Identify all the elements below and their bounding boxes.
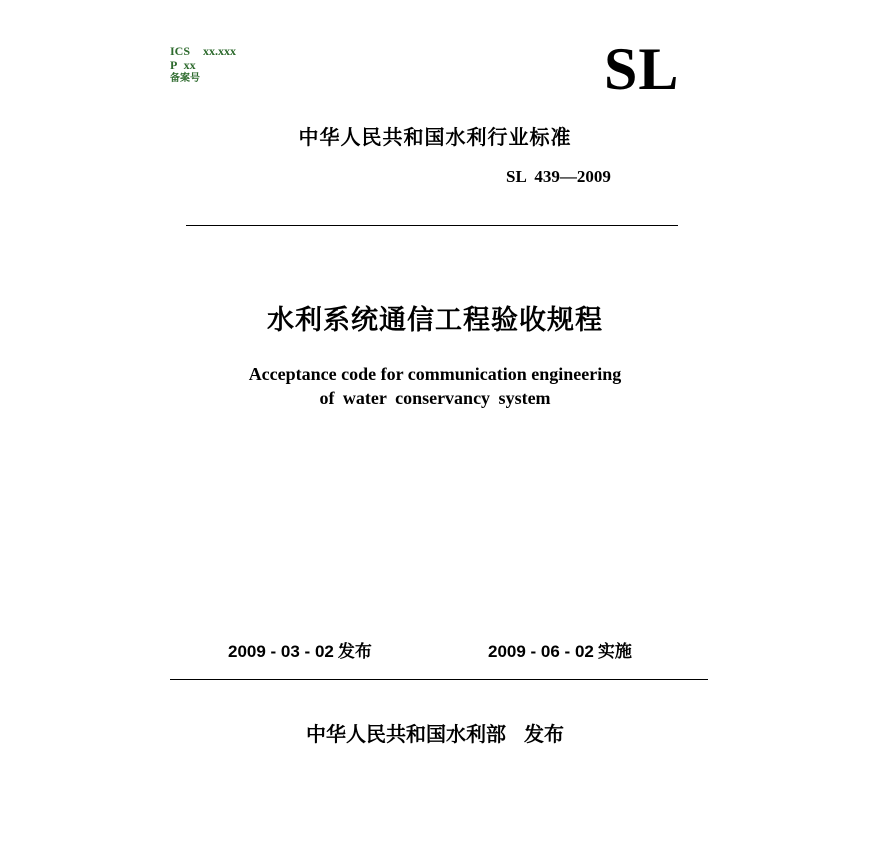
bottom-divider <box>170 679 708 680</box>
standard-brand-logo: SL <box>604 36 680 102</box>
implementation-date <box>488 640 632 664</box>
implementation-date-value: 2009 - 06 - 02 <box>488 642 594 661</box>
industry-standard-text: 中华人民共和国水利行业标准 <box>298 125 572 149</box>
filing-number-label: 备案号 <box>170 73 200 84</box>
ics-value: xx.xxx <box>203 44 237 58</box>
issue-date-value: 2009 - 03 - 02 <box>228 642 334 661</box>
top-divider <box>186 225 678 226</box>
p-label: P <box>170 58 177 72</box>
classification-block <box>170 44 236 86</box>
title-english-line1: Acceptance code for communication engineering <box>248 364 622 384</box>
implementation-date-label: 实施 <box>597 642 632 662</box>
publisher-name: 中华人民共和国水利部 <box>306 722 506 746</box>
ics-line <box>170 44 236 58</box>
title-chinese: 水利系统通信工程验收规程 <box>267 305 603 336</box>
ics-label: ICS <box>170 44 191 58</box>
p-value: xx <box>183 58 196 72</box>
title-english-line2: of water conservancy system <box>319 388 551 408</box>
publisher-line <box>0 720 870 748</box>
title-english <box>0 362 870 410</box>
p-line <box>170 58 236 72</box>
issue-date-label: 发布 <box>337 642 372 662</box>
publisher-action: 发布 <box>524 722 564 746</box>
standard-number: SL 439—2009 <box>506 167 611 186</box>
issue-date <box>228 640 372 664</box>
industry-standard-heading <box>0 124 870 150</box>
